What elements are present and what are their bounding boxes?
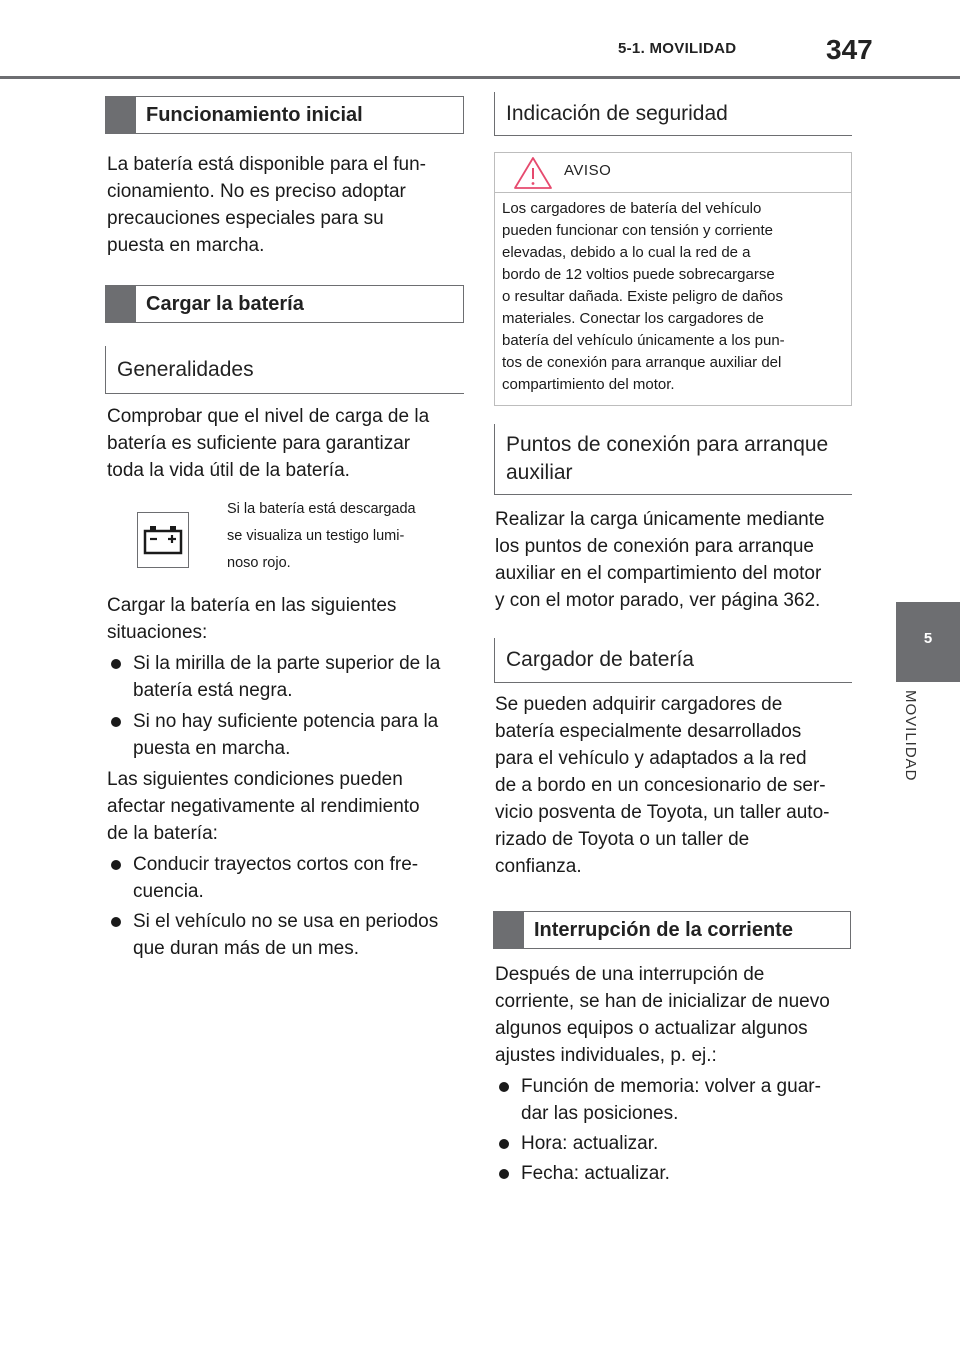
text-line: pueden funcionar con tensión y corriente xyxy=(502,222,774,239)
heading-text: Interrupción de la corriente xyxy=(534,918,793,941)
text-line: o resultar dañada. Existe peligro de daños xyxy=(502,288,784,305)
text-line: Comprobar que el nivel de carga de la xyxy=(107,406,430,427)
bullet-icon xyxy=(499,1139,509,1149)
heading-text: Cargar la batería xyxy=(146,292,304,315)
battery-warning-icon-box xyxy=(137,512,189,568)
warning-text xyxy=(502,198,847,396)
text-line: dar las posiciones. xyxy=(521,1103,679,1124)
text-line: los puntos de conexión para arranque xyxy=(495,536,815,557)
paragraph-puntos xyxy=(495,506,855,614)
text-line: Cargar la batería en las siguientes xyxy=(107,595,397,616)
text-line: puesta en marcha. xyxy=(133,738,291,759)
text-line: precauciones especiales para su xyxy=(107,208,384,229)
text-line: cuencia. xyxy=(133,881,204,902)
text-line: cionamiento. No es preciso adoptar xyxy=(107,181,406,202)
text-line: de a bordo en un concesionario de ser- xyxy=(495,775,826,796)
warning-triangle-icon xyxy=(513,156,553,195)
paragraph-interrupcion xyxy=(495,961,855,1069)
list-item xyxy=(107,908,467,962)
text-line: materiales. Conectar los cargadores de xyxy=(502,310,764,327)
heading-line: auxiliar xyxy=(506,461,573,484)
paragraph-condiciones xyxy=(107,766,467,847)
text-line: Fecha: actualizar. xyxy=(521,1163,670,1184)
text-line: Después de una interrupción de xyxy=(495,964,765,985)
list-item xyxy=(495,1130,855,1157)
text-line: vicio posventa de Toyota, un taller auto- xyxy=(495,802,830,823)
text-line: Hora: actualizar. xyxy=(521,1133,659,1154)
text-line: Conducir trayectos cortos con fre- xyxy=(133,854,419,875)
text-line: noso rojo. xyxy=(227,555,291,571)
text-line: Función de memoria: volver a guar- xyxy=(521,1076,821,1097)
text-line: afectar negativamente al rendimiento xyxy=(107,796,420,817)
text-line: Las siguientes condiciones pueden xyxy=(107,769,403,790)
heading-indicacion-seguridad xyxy=(494,92,852,136)
warning-title: AVISO xyxy=(564,162,612,179)
text-line: que duran más de un mes. xyxy=(133,938,360,959)
heading-interrupcion-corriente xyxy=(493,911,851,949)
text-line: Los cargadores de batería del vehículo xyxy=(502,200,762,217)
heading-funcionamiento-inicial xyxy=(105,96,464,134)
section-title: 5-1. MOVILIDAD xyxy=(618,40,737,57)
bullet-icon xyxy=(499,1082,509,1092)
text-line: rizado de Toyota o un taller de xyxy=(495,829,750,850)
text-line: compartimiento del motor. xyxy=(502,376,675,393)
text-line: situaciones: xyxy=(107,622,208,643)
text-line: para el vehículo y adaptados a la red xyxy=(495,748,807,769)
battery-icon xyxy=(138,513,188,567)
heading-text: Funcionamiento inicial xyxy=(146,103,363,126)
text-line: y con el motor parado, ver página 362. xyxy=(495,590,821,611)
heading-text xyxy=(506,431,828,487)
heading-generalidades xyxy=(105,346,464,394)
text-line: elevadas, debido a lo cual la red de a xyxy=(502,244,751,261)
text-line: ajustes individuales, p. ej.: xyxy=(495,1045,717,1066)
chapter-tab-number: 5 xyxy=(923,630,933,647)
text-line: auxiliar en el compartimiento del motor xyxy=(495,563,822,584)
text-line: puesta en marcha. xyxy=(107,235,265,256)
text-line: batería del vehículo únicamente a los pun- xyxy=(502,332,785,349)
bullet-icon xyxy=(111,717,121,727)
text-line: Si la mirilla de la parte superior de la xyxy=(133,653,441,674)
text-line: corriente, se han de inicializar de nuevo xyxy=(495,991,830,1012)
bullet-icon xyxy=(111,659,121,669)
text-line: batería es suficiente para garantizar xyxy=(107,433,411,454)
text-line: tos de conexión para arranque auxiliar del xyxy=(502,354,782,371)
battery-note xyxy=(227,496,462,577)
bullet-icon xyxy=(111,860,121,870)
heading-marker xyxy=(106,286,136,322)
text-line: algunos equipos o actualizar algunos xyxy=(495,1018,808,1039)
list-item xyxy=(107,851,467,905)
heading-text: Generalidades xyxy=(117,358,254,381)
paragraph-cargador xyxy=(495,691,855,880)
heading-cargar-bateria xyxy=(105,285,464,323)
text-line: Realizar la carga únicamente mediante xyxy=(495,509,825,530)
heading-marker xyxy=(106,97,136,133)
list-item xyxy=(495,1073,855,1127)
heading-puntos-conexion xyxy=(494,424,852,495)
text-line: batería está negra. xyxy=(133,680,293,701)
heading-cargador-bateria xyxy=(494,638,852,683)
heading-text: Cargador de batería xyxy=(506,648,694,671)
text-line: Si la batería está descargada xyxy=(227,501,416,517)
text-line: La batería está disponible para el fun- xyxy=(107,154,426,175)
paragraph-situaciones xyxy=(107,592,467,646)
chapter-tab-label: MOVILIDAD xyxy=(902,690,919,782)
page-number: 347 xyxy=(826,34,873,65)
paragraph-comprobar xyxy=(107,403,467,484)
heading-text: Indicación de seguridad xyxy=(506,102,728,125)
bullet-icon xyxy=(499,1169,509,1179)
text-line: toda la vida útil de la batería. xyxy=(107,460,350,481)
bullet-icon xyxy=(111,917,121,927)
text-line: Se pueden adquirir cargadores de xyxy=(495,694,783,715)
text-line: bordo de 12 voltios puede sobrecargarse xyxy=(502,266,775,283)
text-line: Si el vehículo no se usa en periodos xyxy=(133,911,439,932)
heading-marker xyxy=(494,912,524,948)
paragraph-funcionamiento xyxy=(107,151,467,259)
text-line: confianza. xyxy=(495,856,582,877)
text-line: se visualiza un testigo lumi- xyxy=(227,528,405,544)
text-line: Si no hay suficiente potencia para la xyxy=(133,711,439,732)
list-item xyxy=(107,650,467,704)
list-item xyxy=(107,708,467,762)
header-rule xyxy=(0,76,960,79)
heading-line: Puntos de conexión para arranque xyxy=(506,433,829,456)
text-line: batería especialmente desarrollados xyxy=(495,721,802,742)
list-item xyxy=(495,1160,855,1187)
text-line: de la batería: xyxy=(107,823,218,844)
